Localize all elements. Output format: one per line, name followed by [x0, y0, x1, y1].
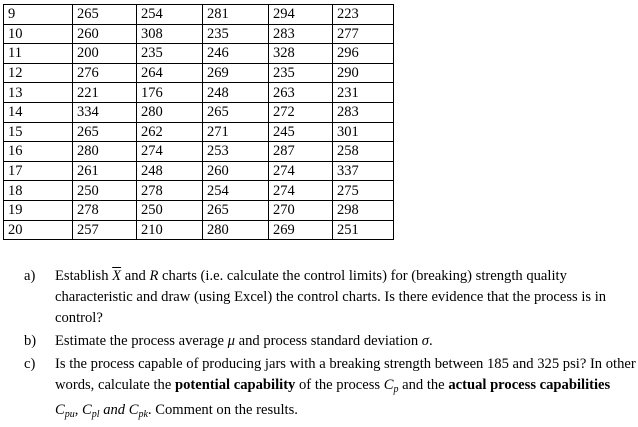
table-row — [4, 63, 394, 83]
measurement-cell: 260 — [203, 161, 269, 181]
cpk-subscript: pk — [138, 409, 148, 420]
sample-number-cell: 10 — [4, 24, 73, 44]
sample-number-cell: 9 — [4, 5, 73, 25]
sample-number-cell: 14 — [4, 102, 73, 122]
measurement-cell: 260 — [73, 24, 137, 44]
measurement-cell: 200 — [73, 44, 137, 64]
question-a-text-3: charts (i.e. calculate the control limits) for (breaking) strength quality characteristic and draw (using Excel) the control charts. Is there evidence that the process is in control? — [55, 268, 607, 326]
measurement-cell: 254 — [137, 5, 203, 25]
question-a-marker: a) — [24, 268, 36, 284]
measurement-cell: 276 — [73, 63, 137, 83]
measurement-cell: 308 — [137, 24, 203, 44]
measurement-cell: 264 — [137, 63, 203, 83]
measurement-cell: 248 — [137, 161, 203, 181]
measurement-cell: 280 — [73, 142, 137, 162]
cpl-symbol: C — [82, 402, 92, 418]
measurement-cell: 280 — [137, 102, 203, 122]
table-row — [4, 44, 394, 64]
measurement-cell: 290 — [333, 63, 394, 83]
r-symbol: R — [149, 268, 159, 284]
sigma-symbol: σ — [421, 333, 429, 349]
table-row — [4, 181, 394, 201]
mu-symbol: μ — [227, 333, 235, 349]
measurement-cell: 265 — [73, 5, 137, 25]
measurement-cell: 280 — [203, 220, 269, 240]
sample-number-cell: 19 — [4, 200, 73, 220]
question-c-marker: c) — [24, 356, 36, 372]
question-c-text-5: . Comment on the results. — [147, 402, 298, 418]
sample-number-cell: 15 — [4, 122, 73, 142]
measurement-cell: 298 — [333, 200, 394, 220]
data-table — [3, 4, 394, 240]
measurement-cell: 263 — [269, 83, 333, 103]
measurement-cell: 272 — [269, 102, 333, 122]
table-row — [4, 161, 394, 181]
measurement-cell: 251 — [333, 220, 394, 240]
measurement-cell: 248 — [203, 83, 269, 103]
question-c-text-1: Is the process capable of producing jars with a breaking strength between 185 and 325 psi? In other words, calculate the — [55, 356, 636, 393]
and-word: and — [99, 402, 129, 418]
measurement-cell: 296 — [333, 44, 394, 64]
measurement-cell: 253 — [203, 142, 269, 162]
cpk-symbol: C — [128, 402, 139, 418]
measurement-cell: 245 — [269, 122, 333, 142]
question-a-text-2: and — [121, 268, 150, 284]
measurement-cell: 271 — [203, 122, 269, 142]
question-list — [24, 266, 636, 427]
measurement-cell: 235 — [203, 24, 269, 44]
measurement-cell: 254 — [203, 181, 269, 201]
question-a-text-1: Establish — [55, 268, 113, 284]
measurement-cell: 261 — [73, 161, 137, 181]
cpu-subscript: pu — [64, 409, 75, 420]
measurement-cell: 294 — [269, 5, 333, 25]
measurement-cell: 246 — [203, 44, 269, 64]
measurement-cell: 328 — [269, 44, 333, 64]
sample-number-cell: 11 — [4, 44, 73, 64]
measurement-cell: 257 — [73, 220, 137, 240]
cp-subscript: p — [393, 384, 399, 395]
sample-number-cell: 17 — [4, 161, 73, 181]
actual-capabilities-label: actual process capabilities — [448, 377, 611, 393]
measurement-cell: 281 — [203, 5, 269, 25]
data-table-body — [4, 5, 394, 240]
measurement-cell: 265 — [73, 122, 137, 142]
question-b-text-1: Estimate the process average — [55, 333, 228, 349]
cpu-symbol: C — [55, 402, 65, 418]
measurement-cell: 274 — [137, 142, 203, 162]
measurement-cell: 275 — [333, 181, 394, 201]
measurement-cell: 269 — [269, 220, 333, 240]
measurement-cell: 258 — [333, 142, 394, 162]
table-row — [4, 24, 394, 44]
cpl-subscript: pl — [91, 409, 100, 420]
measurement-cell: 278 — [137, 181, 203, 201]
measurement-cell: 265 — [203, 102, 269, 122]
table-row — [4, 83, 394, 103]
table-row — [4, 220, 394, 240]
table-row — [4, 122, 394, 142]
table-row — [4, 200, 394, 220]
measurement-cell: 283 — [333, 102, 394, 122]
comma: , — [74, 402, 83, 418]
measurement-cell: 301 — [333, 122, 394, 142]
question-c-text-2: of the process — [295, 377, 384, 393]
measurement-cell: 283 — [269, 24, 333, 44]
sample-number-cell: 20 — [4, 220, 73, 240]
measurement-cell: 278 — [73, 200, 137, 220]
measurement-cell: 231 — [333, 83, 394, 103]
question-c — [24, 354, 636, 425]
measurement-cell: 269 — [203, 63, 269, 83]
table-row — [4, 142, 394, 162]
table-row — [4, 5, 394, 25]
measurement-cell: 250 — [137, 200, 203, 220]
measurement-cell: 250 — [73, 181, 137, 201]
question-a — [24, 266, 636, 329]
measurement-cell: 334 — [73, 102, 137, 122]
measurement-cell: 274 — [269, 181, 333, 201]
measurement-cell: 337 — [333, 161, 394, 181]
sample-number-cell: 13 — [4, 83, 73, 103]
sample-number-cell: 16 — [4, 142, 73, 162]
question-b-marker: b) — [24, 333, 37, 349]
measurement-cell: 277 — [333, 24, 394, 44]
question-b — [24, 331, 636, 352]
measurement-cell: 223 — [333, 5, 394, 25]
question-b-text-2: and process standard deviation — [234, 333, 422, 349]
measurement-cell: 176 — [137, 83, 203, 103]
measurement-cell: 235 — [137, 44, 203, 64]
measurement-cell: 262 — [137, 122, 203, 142]
measurement-cell: 270 — [269, 200, 333, 220]
xbar-symbol: $\overline{X}$ — [112, 268, 122, 284]
question-b-text-3: . — [428, 333, 433, 349]
measurement-cell: 274 — [269, 161, 333, 181]
measurement-cell: 235 — [269, 63, 333, 83]
table-row — [4, 102, 394, 122]
sample-number-cell: 12 — [4, 63, 73, 83]
question-c-text-3: and the — [398, 377, 449, 393]
cp-symbol: C — [383, 377, 394, 393]
potential-capability-label: potential capability — [174, 377, 296, 393]
measurement-cell: 221 — [73, 83, 137, 103]
measurement-cell: 287 — [269, 142, 333, 162]
measurement-cell: 210 — [137, 220, 203, 240]
measurement-cell: 265 — [203, 200, 269, 220]
sample-number-cell: 18 — [4, 181, 73, 201]
